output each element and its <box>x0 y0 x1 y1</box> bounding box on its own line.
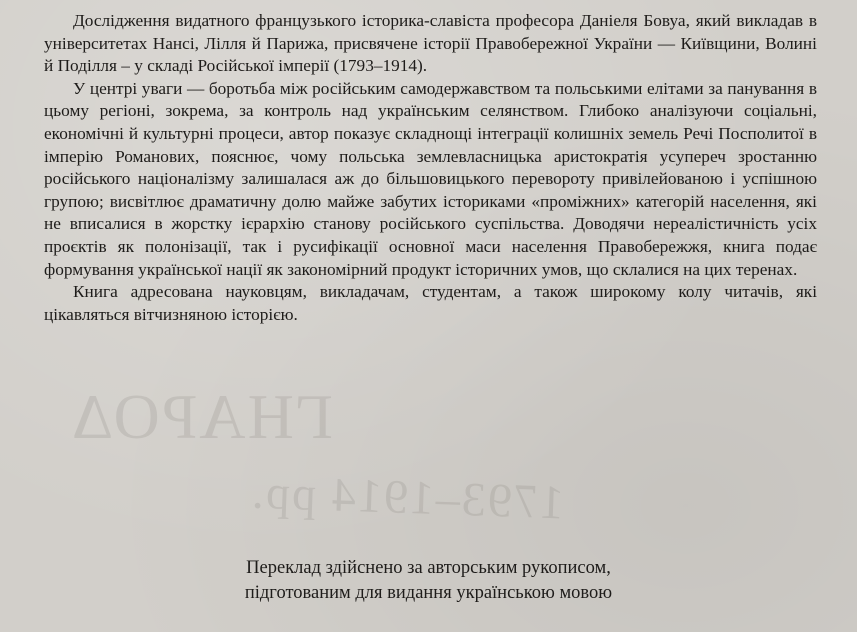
abstract-paragraph: У центрі уваги — боротьба між російським самодержавством та польськими елітами за панування в цьому регіоні, зокрема, за контроль над українським селянством. Глибоко аналізуючи соціальні, економічні й культурні процеси, автор показує складнощі інтеграції колишніх земель Речі Посполитої в імперію Романових, пояснює, чому польська землевласницька аристократія усупереч зростанню російського націоналізму залишалася аж до більшовицького перевороту привілейованою і успішною групою; висвітлює драматичну долю майже забутих істориками «проміжних» категорій населення, які не вписалися в жорстку ієрархію станову російського суспільства. Доводячи нереалістичність усіх проєктів як полонізації, так і русифікації основної маси населення Правобережжя, книга подає формування української нації як закономірний продукт історичних умов, що склалися на цих теренах. <box>44 78 817 279</box>
translation-note-line: Переклад здійснено за авторським рукописом, <box>246 558 611 578</box>
book-abstract <box>44 10 817 326</box>
translation-note-line: підготованим для видання українською мовою <box>244 583 613 603</box>
show-through-texture: ΓΗΑΡΟΔ <box>70 381 333 452</box>
abstract-paragraph: Книга адресована науковцям, викладачам, студентам, а також широкому колу читачів, які цікавляться вітчизняною історією. <box>44 282 817 324</box>
abstract-paragraph: Дослідження видатного французького історика-славіста професора Даніеля Бовуа, який викладав в університетах Нансі, Лілля й Парижа, присвячене історії Правобережної України — Київщини, Волині й Поділля – у складі Російської імперії (1793–1914). <box>44 11 817 76</box>
show-through-texture-2: 1793–1914 pp. <box>249 465 565 530</box>
translation-note <box>0 556 857 606</box>
